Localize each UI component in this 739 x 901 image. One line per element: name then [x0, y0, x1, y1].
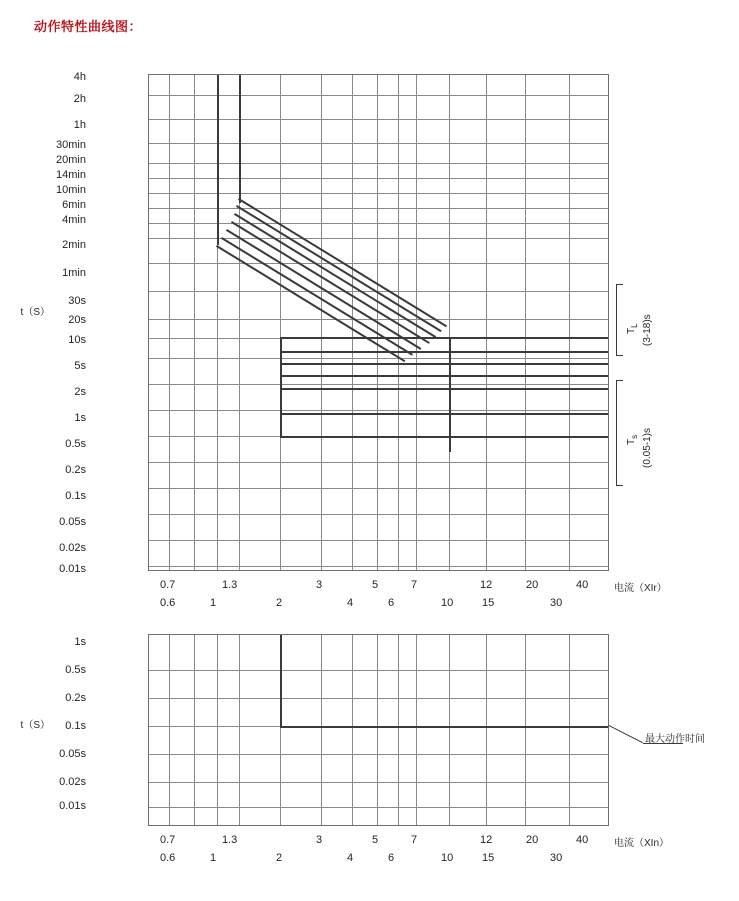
chart2-callout-leader: [609, 725, 643, 743]
chart1-ytick-21: 0.02s: [59, 542, 86, 554]
chart2-xtick-lower-1: 1: [210, 852, 217, 864]
chart1-ytick-19: 0.1s: [65, 490, 86, 502]
chart2-xtick-lower-4: 6: [388, 852, 395, 864]
chart1-ytick-13: 10s: [68, 334, 86, 346]
chart1-ytick-6: 10min: [56, 184, 86, 196]
chart1-ytick-1: 2h: [73, 93, 86, 105]
chart2-ytick-5: 0.02s: [59, 776, 86, 788]
chart2-xtick-upper-3: 5: [372, 834, 379, 846]
chart1-xtick-upper-4: 7: [411, 579, 418, 591]
chart1-shortdelay-01s: [280, 413, 608, 415]
chart1-ytick-9: 2min: [62, 239, 86, 251]
chart1-shortdelay-02s: [280, 388, 608, 390]
chart1-xtick-upper-2: 3: [316, 579, 323, 591]
chart2-xtick-upper-0: 0.7: [160, 834, 176, 846]
chart1-ytick-14: 5s: [74, 360, 86, 372]
chart1-ytick-5: 14min: [56, 169, 86, 181]
chart2-ytick-6: 0.01s: [59, 800, 86, 812]
chart2-plot-area: [148, 634, 609, 826]
chart1-longdelay-curve-4: [231, 221, 430, 343]
chart1-ytick-4: 20min: [56, 154, 86, 166]
chart1-shortdelay-05s: [280, 363, 608, 365]
chart1-shortdelay-005s: [280, 436, 608, 438]
chart2-xtick-upper-7: 40: [576, 834, 589, 846]
chart2-instantaneous-pickup: [280, 635, 282, 727]
chart2-x-axis-title: 电流（XIn）: [614, 838, 670, 849]
chart2-xtick-lower-3: 4: [347, 852, 354, 864]
chart1-ytick-3: 30min: [56, 139, 86, 151]
chart1-xtick-lower-7: 30: [550, 597, 563, 609]
chart2-ytick-0: 1s: [74, 636, 86, 648]
chart1-label-tl: $T_L$: [626, 323, 639, 334]
chart1-xtick-upper-7: 40: [576, 579, 589, 591]
chart1-ytick-18: 0.2s: [65, 464, 86, 476]
chart1-xtick-upper-6: 20: [526, 579, 539, 591]
chart1-shortdelay-07s: [280, 351, 608, 353]
chart1-xtick-lower-3: 4: [347, 597, 354, 609]
chart-long-short-delay: [0, 60, 739, 610]
chart1-xtick-upper-0: 0.7: [160, 579, 176, 591]
chart2-xtick-upper-4: 7: [411, 834, 418, 846]
chart1-xtick-lower-5: 10: [441, 597, 454, 609]
chart1-longdelay-pickup-a: [217, 75, 219, 245]
chart1-ytick-8: 4min: [62, 214, 86, 226]
chart1-ytick-22: 0.01s: [59, 563, 86, 575]
chart2-ytick-2: 0.2s: [65, 692, 86, 704]
chart1-shortdelay-035s: [280, 375, 608, 377]
chart1-xtick-lower-4: 6: [388, 597, 395, 609]
chart1-ytick-15: 2s: [74, 386, 86, 398]
chart2-callout-label: 最大动作时间: [645, 734, 705, 745]
chart1-ytick-12: 20s: [68, 314, 86, 326]
chart-instantaneous: [0, 620, 739, 880]
chart1-ytick-2: 1h: [73, 119, 86, 131]
chart2-ytick-4: 0.05s: [59, 748, 86, 760]
chart1-xtick-lower-2: 2: [276, 597, 283, 609]
chart1-xtick-lower-1: 1: [210, 597, 217, 609]
chart2-xtick-upper-5: 12: [480, 834, 493, 846]
chart1-ytick-17: 0.5s: [65, 438, 86, 450]
chart1-ytick-7: 6min: [62, 199, 86, 211]
chart1-xtick-upper-5: 12: [480, 579, 493, 591]
chart1-plot-area: [148, 74, 609, 571]
chart1-longdelay-pickup-b: [239, 75, 241, 203]
chart1-label-ts: $T_s$: [626, 434, 639, 445]
chart2-xtick-upper-1: 1.3: [222, 834, 238, 846]
chart1-ytick-11: 30s: [68, 295, 86, 307]
chart2-xtick-upper-2: 3: [316, 834, 323, 846]
page-title: 动作特性曲线图：: [34, 19, 143, 34]
chart1-xtick-upper-3: 5: [372, 579, 379, 591]
chart1-xtick-upper-1: 1.3: [222, 579, 238, 591]
chart1-xtick-lower-6: 15: [482, 597, 495, 609]
chart2-xtick-lower-0: 0.6: [160, 852, 176, 864]
chart1-longdelay-right-edge: [449, 337, 451, 452]
chart2-ytick-1: 0.5s: [65, 664, 86, 676]
chart1-ytick-0: 4h: [73, 71, 86, 83]
chart1-y-axis-title: t（S）: [20, 307, 50, 318]
chart1-shortdelay-1s: [280, 337, 608, 339]
chart1-value-ts: (0.05-1)s: [642, 427, 653, 468]
chart2-xtick-lower-6: 15: [482, 852, 495, 864]
chart1-value-tl: (3-18)s: [642, 314, 653, 346]
chart1-ytick-20: 0.05s: [59, 516, 86, 528]
chart1-longdelay-curve-3: [226, 229, 421, 349]
chart2-y-axis-title: t（S）: [20, 720, 50, 731]
chart1-longdelay-curve-6: [236, 205, 441, 332]
chart1-ytick-10: 1min: [62, 267, 86, 279]
chart1-shortdelay-pickup: [280, 337, 282, 437]
chart2-xtick-lower-7: 30: [550, 852, 563, 864]
chart1-xtick-lower-0: 0.6: [160, 597, 176, 609]
chart2-xtick-lower-5: 10: [441, 852, 454, 864]
chart2-ytick-3: 0.1s: [65, 720, 86, 732]
chart2-xtick-upper-6: 20: [526, 834, 539, 846]
chart1-x-axis-title: 电流（XIr）: [614, 583, 667, 594]
chart2-xtick-lower-2: 2: [276, 852, 283, 864]
chart1-ytick-16: 1s: [74, 412, 86, 424]
chart2-instantaneous-max-time: [280, 726, 608, 728]
